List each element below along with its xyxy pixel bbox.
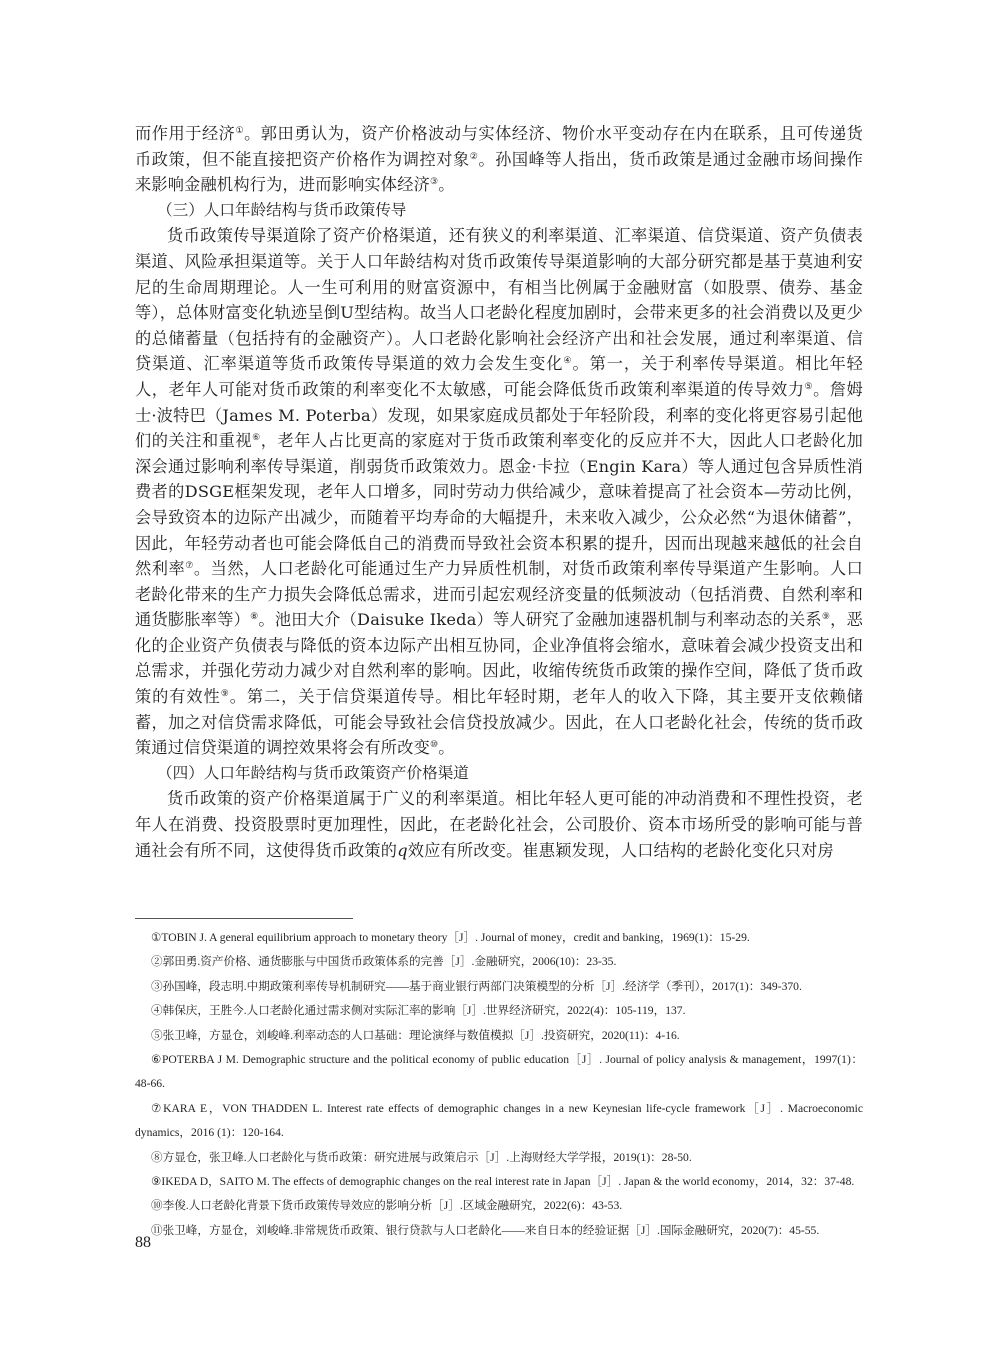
paragraph-transmission bbox=[135, 223, 863, 760]
text: 货币政策的资产价格渠道属于广义的利率渠道。相比年轻人更可能的冲动消费和不理性投资，老年人在消费、投资股票时更加理性，因此，在老龄化社会，公司股价、资本市场所受的影响可能与普通社会有所不同，这使得货币政策的 bbox=[135, 789, 863, 860]
text: 。当然，人口老龄化可能通过生产力异质性机制，对货币政策利率传导渠道产生影响。人口老龄化带来的生产力损失会降低总需求，进而引起宏观经济变量的低频波动（包括消费、自然利率和通货膨胀率等） bbox=[135, 559, 863, 630]
footnote-ref[interactable]: ② bbox=[469, 151, 479, 162]
text: 效应有所改变。崔惠颖发现，人口结构的老龄化变化只对房 bbox=[407, 840, 834, 860]
footnote-ref[interactable]: ⑨ bbox=[220, 689, 230, 700]
footnote-ref[interactable]: ⑥ bbox=[252, 433, 261, 444]
text: ，老年人占比更高的家庭对于货币政策利率变化的反应并不大，因此人口老龄化加深会通过影响利率传导渠道，削弱货币政策效力。恩金·卡拉（Engin Kara）等人通过包含异质性消费者的DSGE框架发现，老年人口增多，同时劳动力供给减少，意味着提高了社会资本—劳动比例，会导致资本的边际产出减少，而随着平均寿命的大幅提升，未来收入减少，公众必然“为退休储蓄”，因此，年轻劳动者也可能会降低自己的消费而导致社会资本积累的提升，因而出现越来越低的社会自然利率 bbox=[135, 431, 863, 579]
text: 。池田大介（Daisuke Ikeda）等人研究了金融加速器机制与利率动态的关系 bbox=[258, 610, 822, 630]
footnote-10: ⑩李俊.人口老龄化背景下货币政策传导效应的影响分析［J］.区域金融研究，2022(6)：43-53. bbox=[151, 1199, 623, 1213]
article-body bbox=[135, 121, 863, 863]
text: 。孙国峰等人指出，货币政策是通过金融市场间操作来影响金融机构行为，进而影响实体经济 bbox=[135, 149, 863, 195]
footnote-ref[interactable]: ⑨ bbox=[821, 612, 831, 623]
text: 。郭田勇认为，资产价格波动与实体经济、物价水平变动存在内在联系，且可传递货币政策，但不能直接把资产价格作为调控对象 bbox=[135, 124, 863, 169]
footnote-6: ⑥POTERBA J M. Demographic structure and the political economy of public education［J］. Journal of policy analysis & management，1997(1)：48-66. bbox=[135, 1053, 863, 1091]
footnote-ref[interactable]: ④ bbox=[563, 356, 573, 367]
footnote-ref[interactable]: ① bbox=[235, 126, 245, 136]
section-heading-4: （四）人口年龄结构与货币政策资产价格渠道 bbox=[157, 763, 469, 782]
section-heading-3: （三）人口年龄结构与货币政策传导 bbox=[157, 200, 407, 219]
footnote-ref[interactable]: ⑦ bbox=[185, 561, 194, 572]
footnote-8: ⑧方显仓，张卫峰.人口老龄化与货币政策：研究进展与政策启示［J］.上海财经大学学报，2019(1)：28-50. bbox=[151, 1150, 692, 1164]
page-number: 88 bbox=[135, 1234, 151, 1251]
footnote-2: ②郭田勇.资产价格、通货膨胀与中国货币政策体系的完善［J］.金融研究，2006(10)：23-35. bbox=[151, 955, 617, 969]
footnote-ref[interactable]: ⑤ bbox=[804, 381, 814, 392]
footnote-ref[interactable]: ⑧ bbox=[250, 612, 259, 623]
footnote-separator bbox=[135, 918, 353, 919]
footnote-9: ⑨IKEDA D，SAITO M. The effects of demographic changes on the real interest rate in Japan［J］. Japan & the world economy，2014，32：37-48. bbox=[151, 1175, 855, 1189]
text: 而作用于经济 bbox=[135, 124, 236, 143]
footnote-7: ⑦KARA E，VON THADDEN L. Interest rate effects of demographic changes in a new Keynesian life-cycle framework［J］. Macroeconomic dynamics，2016 (1)：120-164. bbox=[135, 1101, 863, 1140]
footnote-ref[interactable]: ⑩ bbox=[429, 740, 439, 751]
text: 。第一，关于利率传导渠道。相比年轻人，老年人可能对货币政策的利率变化不太敏感，可能会降低货币政策利率渠道的传导效力 bbox=[135, 354, 864, 399]
footnotes bbox=[135, 926, 863, 1243]
text: 。 bbox=[438, 738, 455, 758]
paragraph-asset-price bbox=[135, 786, 863, 863]
text: 。 bbox=[438, 175, 455, 195]
footnote-5: ⑤张卫峰，方显仓，刘峻峰.利率动态的人口基础：理论演绎与数值模拟［J］.投资研究，2020(11)：4-16. bbox=[151, 1028, 680, 1042]
text: 货币政策传导渠道除了资产价格渠道，还有狭义的利率渠道、汇率渠道、信贷渠道、资产负债表渠道、风险承担渠道等。关于人口年龄结构对货币政策传导渠道影响的大部分研究都是基于莫迪利安尼的生命周期理论。人一生可利用的财富资源中，有相当比例属于金融财富（如股票、债券、基金等），总体财富变化轨迹呈倒U型结构。故当人口老龄化程度加剧时，会带来更多的社会消费以及更少的总储蓄量（包括持有的金融资产）。人口老龄化影响社会经济产出和社会发展，通过利率渠道、信贷渠道、汇率渠道等货币政策传导渠道的效力会发生变化 bbox=[135, 226, 863, 374]
text: 。第二，关于信贷渠道传导。相比年轻时期，老年人的收入下降，其主要开支依赖储蓄，加之对信贷需求降低，可能会导致社会信贷投放减少。因此，在人口老龄化社会，传统的货币政策通过信贷渠道的调控效果将会有所改变 bbox=[135, 687, 863, 758]
paragraph-continuation bbox=[135, 121, 863, 198]
text: 。詹姆士·波特巴（James M. Poterba）发现，如果家庭成员都处于年轻阶段，利率的变化将更容易引起他们的关注和重视 bbox=[135, 379, 863, 451]
footnote-3: ③孙国峰，段志明.中期政策利率传导机制研究——基于商业银行两部门决策模型的分析［J］.经济学（季刊），2017(1)：349-370. bbox=[151, 979, 802, 993]
footnote-ref[interactable]: ③ bbox=[429, 177, 439, 188]
footnote-1: ①TOBIN J. A general equilibrium approach to monetary theory［J］. Journal of money，credit and banking，1969(1)：15-29. bbox=[151, 931, 750, 944]
footnote-11: ⑪张卫峰，方显仓，刘峻峰.非常规货币政策、银行贷款与人口老龄化——来自日本的经验证据［J］.国际金融研究，2020(7)：45-55. bbox=[151, 1223, 820, 1237]
text: ，恶化的企业资产负债表与降低的资本边际产出相互协同，企业净值将会缩水，意味着会减少投资支出和总需求，并强化劳动力减少对自然利率的影响。因此，收缩传统货币政策的操作空间，降低了货币政策的有效性 bbox=[135, 610, 863, 707]
footnote-4: ④韩保庆，王胜今.人口老龄化通过需求侧对实际汇率的影响［J］.世界经济研究，2022(4)：105-119，137. bbox=[151, 1004, 686, 1018]
q-symbol: q bbox=[397, 840, 408, 860]
